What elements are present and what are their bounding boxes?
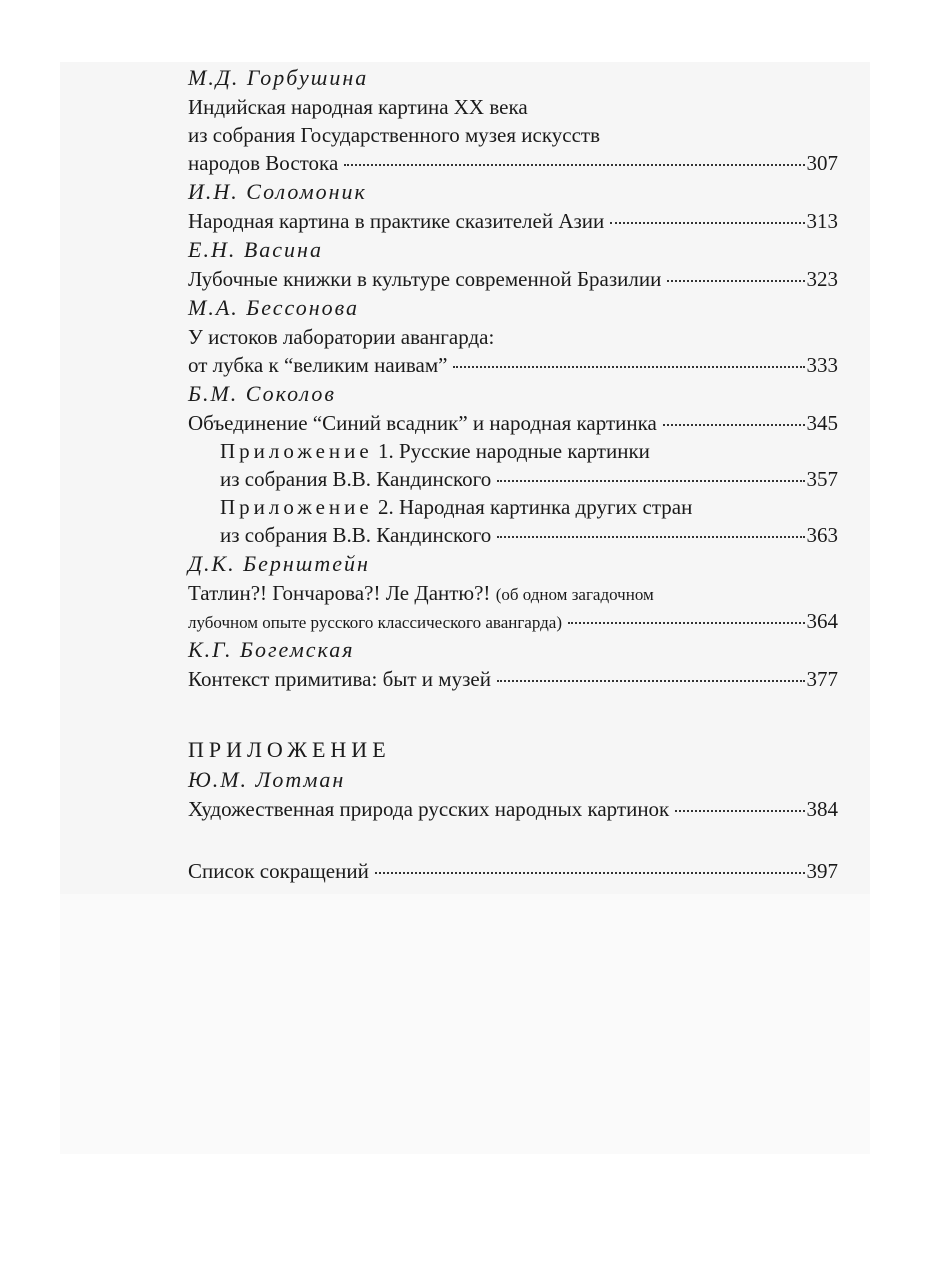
toc-entry[interactable]: [188, 795, 838, 823]
toc-entry[interactable]: [188, 521, 838, 549]
toc-entry[interactable]: [188, 465, 838, 493]
toc-entry[interactable]: [188, 857, 838, 885]
page-number: 323: [806, 267, 838, 291]
toc-entry[interactable]: [188, 149, 838, 177]
appendix-title: 2. Народная картинка других стран: [377, 495, 693, 519]
appendix-title: 1. Русские народные картинки: [377, 439, 650, 463]
page-number: 333: [806, 353, 838, 377]
toc-author: И.Н. Соломоник: [188, 179, 367, 204]
toc-entry[interactable]: [188, 409, 838, 437]
toc-author: М.Д. Горбушина: [188, 65, 369, 90]
toc-title-line: из собрания Государственного музея искусств: [188, 123, 600, 147]
toc-title-line: У истоков лаборатории авангарда:: [188, 325, 495, 349]
page-number: 364: [806, 609, 838, 633]
dot-leader: [497, 536, 804, 538]
toc-title: Лубочные книжки в культуре современной Бразилии: [188, 267, 662, 291]
dot-leader: [610, 222, 804, 224]
toc-title-line: [188, 579, 838, 607]
page-number: 345: [806, 411, 838, 435]
bleed-through-background-lower: [60, 894, 870, 1154]
table-of-contents: [188, 63, 838, 885]
toc-author: Ю.М. Лотман: [188, 767, 346, 792]
appendix-label: Приложение: [220, 439, 373, 463]
page-number: 307: [806, 151, 838, 175]
page-number: 357: [806, 467, 838, 491]
toc-title: Художественная природа русских народных картинок: [188, 797, 670, 821]
toc-author: Е.Н. Васина: [188, 237, 323, 262]
toc-title-subtitle: (об одном загадочном: [495, 585, 654, 604]
toc-title: Объединение “Синий всадник” и народная картинка: [188, 411, 657, 435]
page-number: 384: [806, 797, 838, 821]
page-number: 397: [806, 859, 838, 883]
toc-entry[interactable]: [188, 351, 838, 379]
section-heading: ПРИЛОЖЕНИЕ: [188, 737, 391, 762]
toc-title-main: Татлин?! Гончарова?! Ле Дантю?!: [188, 581, 491, 605]
dot-leader: [453, 366, 804, 368]
dot-leader: [663, 424, 805, 426]
toc-appendix-line: [188, 437, 838, 465]
toc-author: М.А. Бессонова: [188, 295, 360, 320]
dot-leader: [675, 810, 804, 812]
toc-title: Народная картина в практике сказителей Азии: [188, 209, 605, 233]
toc-entry[interactable]: [188, 207, 838, 235]
toc-title: народов Востока: [188, 151, 339, 175]
toc-author: Б.М. Соколов: [188, 381, 336, 406]
dot-leader: [344, 164, 804, 166]
page-number: 313: [806, 209, 838, 233]
dot-leader: [667, 280, 804, 282]
appendix-label: Приложение: [220, 495, 373, 519]
toc-author: Д.К. Бернштейн: [188, 551, 370, 576]
dot-leader: [568, 622, 805, 624]
toc-title-line: Индийская народная картина XX века: [188, 95, 528, 119]
toc-title: из собрания В.В. Кандинского: [220, 467, 492, 491]
toc-entry[interactable]: [188, 607, 838, 635]
page-number: 363: [806, 523, 838, 547]
page-number: 377: [806, 667, 838, 691]
toc-entry[interactable]: [188, 665, 838, 693]
toc-author: К.Г. Богемская: [188, 637, 355, 662]
toc-title: лубочном опыте русского классического авангарда): [188, 613, 562, 632]
toc-title: Список сокращений: [188, 859, 369, 883]
toc-title: из собрания В.В. Кандинского: [220, 523, 492, 547]
toc-title: Контекст примитива: быт и музей: [188, 667, 491, 691]
dot-leader: [375, 872, 805, 874]
toc-appendix-line: [188, 493, 838, 521]
dot-leader: [497, 680, 805, 682]
dot-leader: [497, 480, 804, 482]
toc-entry[interactable]: [188, 265, 838, 293]
toc-title: от лубка к “великим наивам”: [188, 353, 448, 377]
